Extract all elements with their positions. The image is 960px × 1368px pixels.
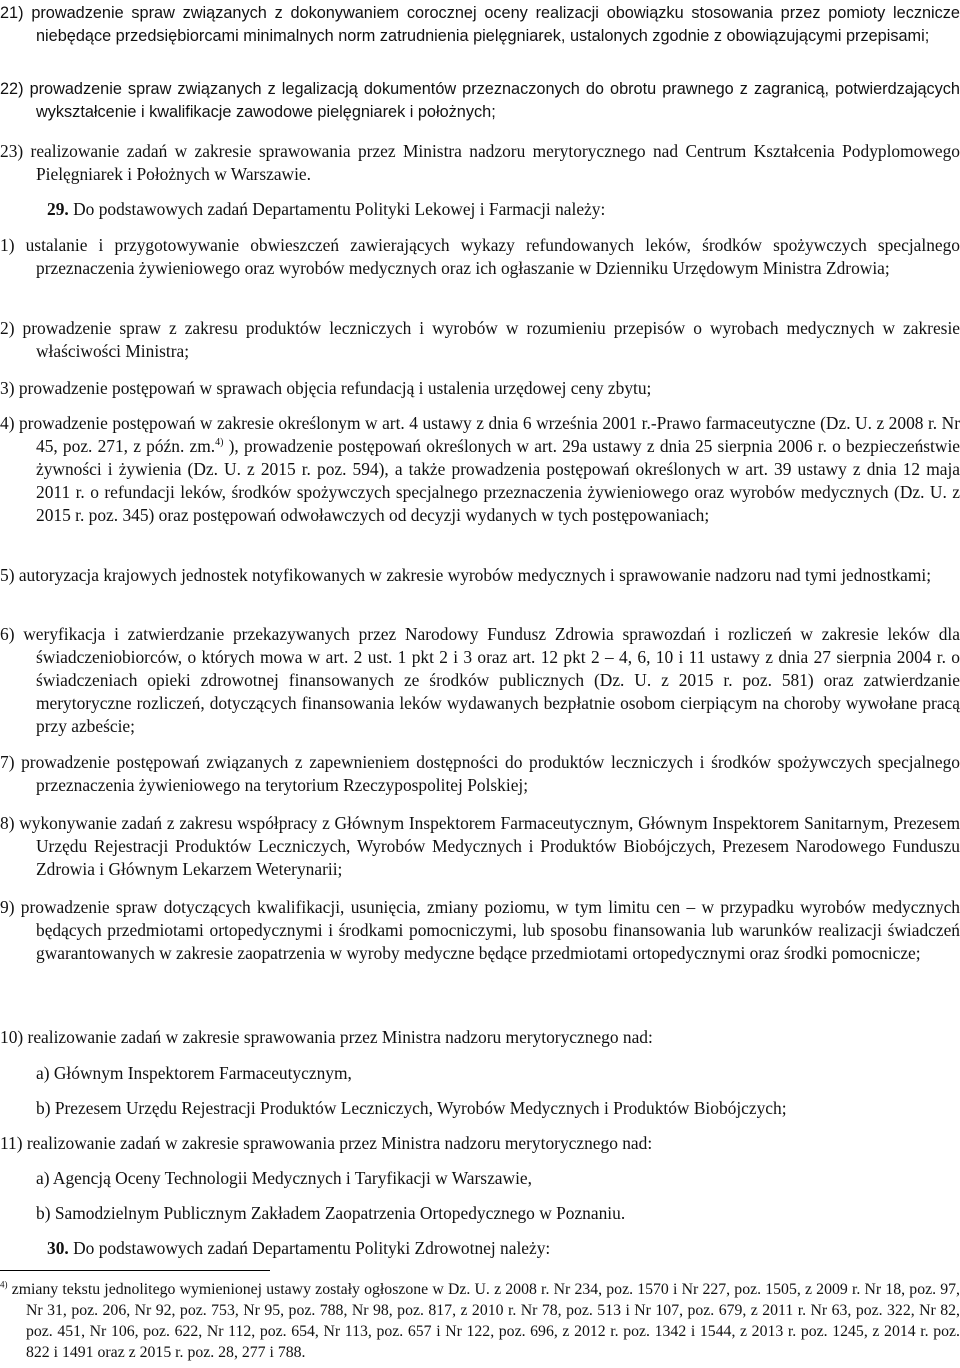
- list-item-29-11-b: b) Samodzielnym Publicznym Zakładem Zaopatrzenia Ortopedycznego w Poznaniu.: [36, 1203, 626, 1223]
- footnote-reference: 4): [215, 437, 224, 449]
- list-item-29-7: 7) prowadzenie postępowań związanych z zapewnieniem dostępności do produktów leczniczych i środków spożywczych specjalnego przeznaczenia żywieniowego na terytorium Rzeczypospolitej Polskiej;: [0, 752, 960, 795]
- list-item-21: 21) prowadzenie spraw związanych z dokonywaniem corocznej oceny realizacji obowiązku stosowania przez pomioty lecznicze niebędące przedsiębiorcami minimalnych norm zatrudnienia pielęgniarek, ustalonych zgodnie z obowiązującymi przepisami;: [0, 4, 960, 45]
- list-item-29-10-a: a) Głównym Inspektorem Farmaceutycznym,: [36, 1063, 352, 1083]
- footnote: [0, 1279, 960, 1363]
- list-item-29-1: 1) ustalanie i przygotowywanie obwieszczeń zawierających wykazy refundowanych leków, środków spożywczych specjalnego przeznaczenia żywieniowego oraz wyrobów medycznych oraz ich ogłaszanie w Dzienniku Urzędowym Ministra Zdrowia;: [0, 235, 960, 278]
- footnote-text: zmiany tekstu jednolitego wymienionej ustawy zostały ogłoszone w Dz. U. z 2008 r. Nr 234, poz. 1570 i Nr 227, poz. 1505, z 2009 r. Nr 18, poz. 97, Nr 31, poz. 206, Nr 92, poz. 753, Nr 95, poz. 788, Nr 98, poz. 817, z 2010 r. Nr 78, poz. 513 i Nr 107, poz. 679, z 2011 r. Nr 63, poz. 322, Nr 82, poz. 451, Nr 106, poz. 622, Nr 112, poz. 654, Nr 113, poz. 657 i Nr 122, poz. 696, z 2012 r. poz. 1342 i 1544, z 2013 r. poz. 1245, z 2014 r. poz. 822 i 1491 oraz z 2015 r. poz. 28, 277 i 788.: [7, 1281, 960, 1361]
- list-item-29-4-part2: ), prowadzenie postępowań określonych w art. 29a ustawy z dnia 25 sierpnia 2006 r. o bezpieczeństwie żywności i żywienia (Dz. U. z 2015 r. poz. 594), a także prowadzenia postępowań określonych w art. 39 ustawy z dnia 12 maja 2011 r. o refundacji leków, środków spożywczych specjalnego przeznaczenia żywieniowego oraz wyrobów medycznych (Dz. U. z 2015 r. poz. 345) oraz postępowań odwoławczych od decyzji wydanych w tych postępowaniach;: [36, 436, 960, 525]
- list-item-29-3: 3) prowadzenie postępowań w sprawach objęcia refundacją i ustalenia urzędowej ceny zbytu;: [0, 378, 652, 398]
- list-item-29-6: 6) weryfikacja i zatwierdzanie przekazywanych przez Narodowy Fundusz Zdrowia sprawozdań i rozliczeń w zakresie leków dla świadczeniobiorców, o których mowa w art. 2 ust. 1 pkt 2 i 3 oraz art. 12 pkt 2 – 4, 6, 10 i 11 ustawy z dnia 27 sierpnia 2004 r. o świadczeniach opieki zdrowotnej finansowanych ze środków publicznych (Dz. U. z 2015 r. poz. 581) oraz zatwierdzanie merytoryczne rozliczeń, dotyczących finansowania leków wydawanych bezpłatnie osobom cierpiącym na choroby wywołane pracą przy azbeście;: [0, 624, 960, 736]
- list-item-22: 22) prowadzenie spraw związanych z legalizacją dokumentów przeznaczonych do obrotu prawnego z zagranicą, potwierdzających wykształcenie i kwalifikacje zawodowe pielęgniarek i położnych;: [0, 80, 960, 121]
- section-29-intro: Do podstawowych zadań Departamentu Polityki Lekowej i Farmacji należy:: [68, 199, 606, 219]
- list-item-29-5: 5) autoryzacja krajowych jednostek notyfikowanych w zakresie wyrobów medycznych i sprawowanie nadzoru nad tymi jednostkami;: [0, 565, 932, 585]
- section-29-number: 29.: [47, 199, 69, 219]
- section-29-heading: [47, 198, 960, 221]
- list-item-23: 23) realizowanie zadań w zakresie sprawowania przez Ministra nadzoru merytorycznego nad Centrum Kształcenia Podyplomowego Pielęgniarek i Położnych w Warszawie.: [0, 141, 960, 184]
- section-30-number: 30.: [47, 1238, 69, 1258]
- section-30-intro: Do podstawowych zadań Departamentu Polityki Zdrowotnej należy:: [68, 1238, 551, 1258]
- section-30-heading: [47, 1237, 960, 1260]
- list-item-29-2: 2) prowadzenie spraw z zakresu produktów leczniczych i wyrobów w rozumieniu przepisów o wyrobach medycznych w zakresie właściwości Ministra;: [0, 318, 960, 361]
- footnote-marker: 4): [0, 1279, 8, 1290]
- list-item-29-10: 10) realizowanie zadań w zakresie sprawowania przez Ministra nadzoru merytorycznego nad:: [0, 1027, 653, 1047]
- list-item-29-9: 9) prowadzenie spraw dotyczących kwalifikacji, usunięcia, zmiany poziomu, w tym limitu cen – w przypadku wyrobów medycznych będących przedmiotami ortopedycznymi i środkami pomocniczymi, lub sposobu finansowania lub warunków realizacji świadczeń gwarantowanych w zakresie zaopatrzenia w wyroby medyczne będące przedmiotami ortopedycznymi oraz środki pomocnicze;: [0, 897, 960, 963]
- list-item-29-4: [0, 412, 960, 527]
- list-item-29-10-b: b) Prezesem Urzędu Rejestracji Produktów Leczniczych, Wyrobów Medycznych i Produktów Biobójczych;: [36, 1098, 787, 1118]
- list-item-29-11-a: a) Agencją Oceny Technologii Medycznych i Taryfikacji w Warszawie,: [36, 1168, 532, 1188]
- list-item-29-4-part1: 4) prowadzenie postępowań w zakresie określonym w art. 4 ustawy z dnia 6 września 2001 r.-Prawo farmaceutyczne (Dz. U. z 2008 r. Nr 45, poz. 271, z późn. zm.: [0, 413, 960, 456]
- footnote-separator: [0, 1270, 270, 1271]
- list-item-29-8: 8) wykonywanie zadań z zakresu współpracy z Głównym Inspektorem Farmaceutycznym, Głównym Inspektorem Sanitarnym, Prezesem Urzędu Rejestracji Produktów Leczniczych, Wyrobów Medycznych i Produktów Biobójczych, Prezesem Narodowego Funduszu Zdrowia i Głównym Lekarzem Weterynarii;: [0, 813, 960, 879]
- list-item-29-11: 11) realizowanie zadań w zakresie sprawowania przez Ministra nadzoru merytorycznego nad:: [0, 1133, 653, 1153]
